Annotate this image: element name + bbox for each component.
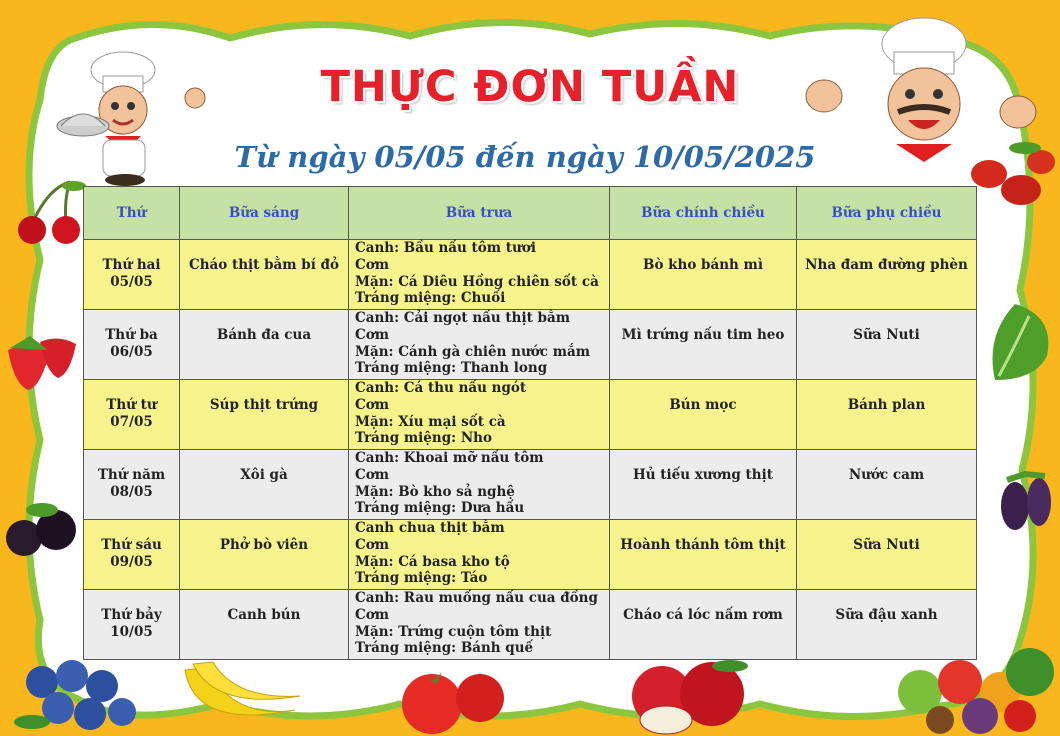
lunch-line: Cơm: [355, 326, 390, 343]
lunch-line: Mặn: Bò kho sả nghệ: [355, 483, 515, 500]
day-name: Thứ năm: [97, 467, 166, 483]
lunch-line: Canh: Khoai mỡ nấu tôm: [355, 450, 544, 466]
blueberry-icon: [12, 652, 142, 736]
header-lunch: Bữa trưa: [349, 187, 610, 240]
lunch-line: Tráng miệng: Thanh long: [355, 360, 548, 377]
lunch-line: Cơm: [355, 536, 390, 553]
day-name: Thứ sáu: [101, 537, 162, 553]
apple-icon: [612, 656, 762, 736]
afternoon-snack-cell: Nước cam: [797, 450, 977, 520]
afternoon-snack-cell: Sữa đậu xanh: [797, 590, 977, 660]
strawberry-icon: [0, 330, 80, 392]
day-date: 09/05: [110, 554, 153, 570]
table-body: [84, 240, 977, 660]
tomato-icon: [400, 660, 510, 736]
day-cell: [84, 590, 180, 660]
header-afternoon-snack: Bữa phụ chiều: [797, 187, 977, 240]
lunch-line: Canh: Cải ngọt nấu thịt bằm: [355, 310, 570, 326]
lunch-line: Canh: Rau muống nấu cua đồng: [355, 590, 598, 606]
afternoon-main-cell: Hoành thánh tôm thịt: [610, 520, 797, 590]
lunch-cell: [349, 310, 610, 380]
lunch-line: Canh: Cá thu nấu ngót: [355, 380, 527, 396]
day-name: Thứ ba: [105, 327, 158, 343]
date-range-subtitle: Từ ngày 05/05 đến ngày 10/05/2025: [234, 140, 816, 174]
lunch-line: Tráng miệng: Dưa hấu: [355, 500, 525, 517]
day-name: Thứ tư: [106, 397, 157, 413]
breakfast-cell: Xôi gà: [180, 450, 349, 520]
lunch-cell: [349, 450, 610, 520]
header-afternoon-main: Bữa chính chiều: [610, 187, 797, 240]
lettuce-icon: [985, 296, 1057, 382]
day-name: Thứ bảy: [101, 607, 162, 623]
lunch-line: Mặn: Cá Diêu Hồng chiên sốt cà: [355, 273, 599, 290]
table-row: [84, 520, 977, 590]
day-date: 06/05: [110, 344, 153, 360]
afternoon-main-cell: Bò kho bánh mì: [610, 240, 797, 310]
table-header-row: [84, 187, 977, 240]
day-date: 05/05: [110, 274, 153, 290]
afternoon-main-cell: Mì trứng nấu tim heo: [610, 310, 797, 380]
afternoon-snack-cell: Nha đam đường phèn: [797, 240, 977, 310]
lunch-line: Canh chua thịt bằm: [355, 520, 505, 536]
page-title: THỰC ĐƠN TUẦN: [320, 62, 740, 112]
day-date: 08/05: [110, 484, 153, 500]
table-row: [84, 590, 977, 660]
lunch-line: Tráng miệng: Nho: [355, 430, 492, 447]
lunch-cell: [349, 590, 610, 660]
breakfast-cell: Canh bún: [180, 590, 349, 660]
afternoon-main-cell: Bún mọc: [610, 380, 797, 450]
afternoon-snack-cell: Bánh plan: [797, 380, 977, 450]
breakfast-cell: Phở bò viên: [180, 520, 349, 590]
lunch-line: Mặn: Cá basa kho tộ: [355, 553, 510, 570]
table-row: [84, 240, 977, 310]
lunch-line: Cơm: [355, 606, 390, 623]
lunch-line: Cơm: [355, 396, 390, 413]
table-row: [84, 310, 977, 380]
table-row: [84, 450, 977, 520]
lunch-line: Canh: Bầu nấu tôm tươi: [355, 240, 536, 256]
afternoon-main-cell: Cháo cá lóc nấm rơm: [610, 590, 797, 660]
lunch-line: Cơm: [355, 466, 390, 483]
lunch-line: Cơm: [355, 256, 390, 273]
day-cell: [84, 240, 180, 310]
day-date: 07/05: [110, 414, 153, 430]
lunch-cell: [349, 520, 610, 590]
day-cell: [84, 450, 180, 520]
day-name: Thứ hai: [102, 257, 161, 273]
day-cell: [84, 380, 180, 450]
header-day: Thứ: [84, 187, 180, 240]
cherry-icon: [8, 178, 88, 248]
eggplant-icon: [985, 462, 1057, 532]
breakfast-cell: Bánh đa cua: [180, 310, 349, 380]
lunch-line: Tráng miệng: Bánh quế: [355, 640, 534, 657]
blackberry-icon: [2, 500, 82, 560]
breakfast-cell: Cháo thịt bằm bí đỏ: [180, 240, 349, 310]
lunch-line: Tráng miệng: Chuối: [355, 290, 506, 307]
table-row: [84, 380, 977, 450]
afternoon-snack-cell: Sữa Nuti: [797, 520, 977, 590]
lunch-line: Mặn: Trứng cuộn tôm thịt: [355, 623, 552, 640]
weekly-menu-table: [83, 186, 977, 660]
lunch-line: Mặn: Xíu mại sốt cà: [355, 413, 506, 430]
afternoon-main-cell: Hủ tiếu xương thịt: [610, 450, 797, 520]
lunch-line: Tráng miệng: Táo: [355, 570, 488, 587]
day-cell: [84, 520, 180, 590]
banana-icon: [175, 660, 305, 736]
breakfast-cell: Súp thịt trứng: [180, 380, 349, 450]
day-cell: [84, 310, 180, 380]
header-breakfast: Bữa sáng: [180, 187, 349, 240]
day-date: 10/05: [110, 624, 153, 640]
lunch-cell: [349, 240, 610, 310]
lunch-line: Mặn: Cánh gà chiên nước mắm: [355, 343, 591, 360]
lunch-cell: [349, 380, 610, 450]
afternoon-snack-cell: Sữa Nuti: [797, 310, 977, 380]
